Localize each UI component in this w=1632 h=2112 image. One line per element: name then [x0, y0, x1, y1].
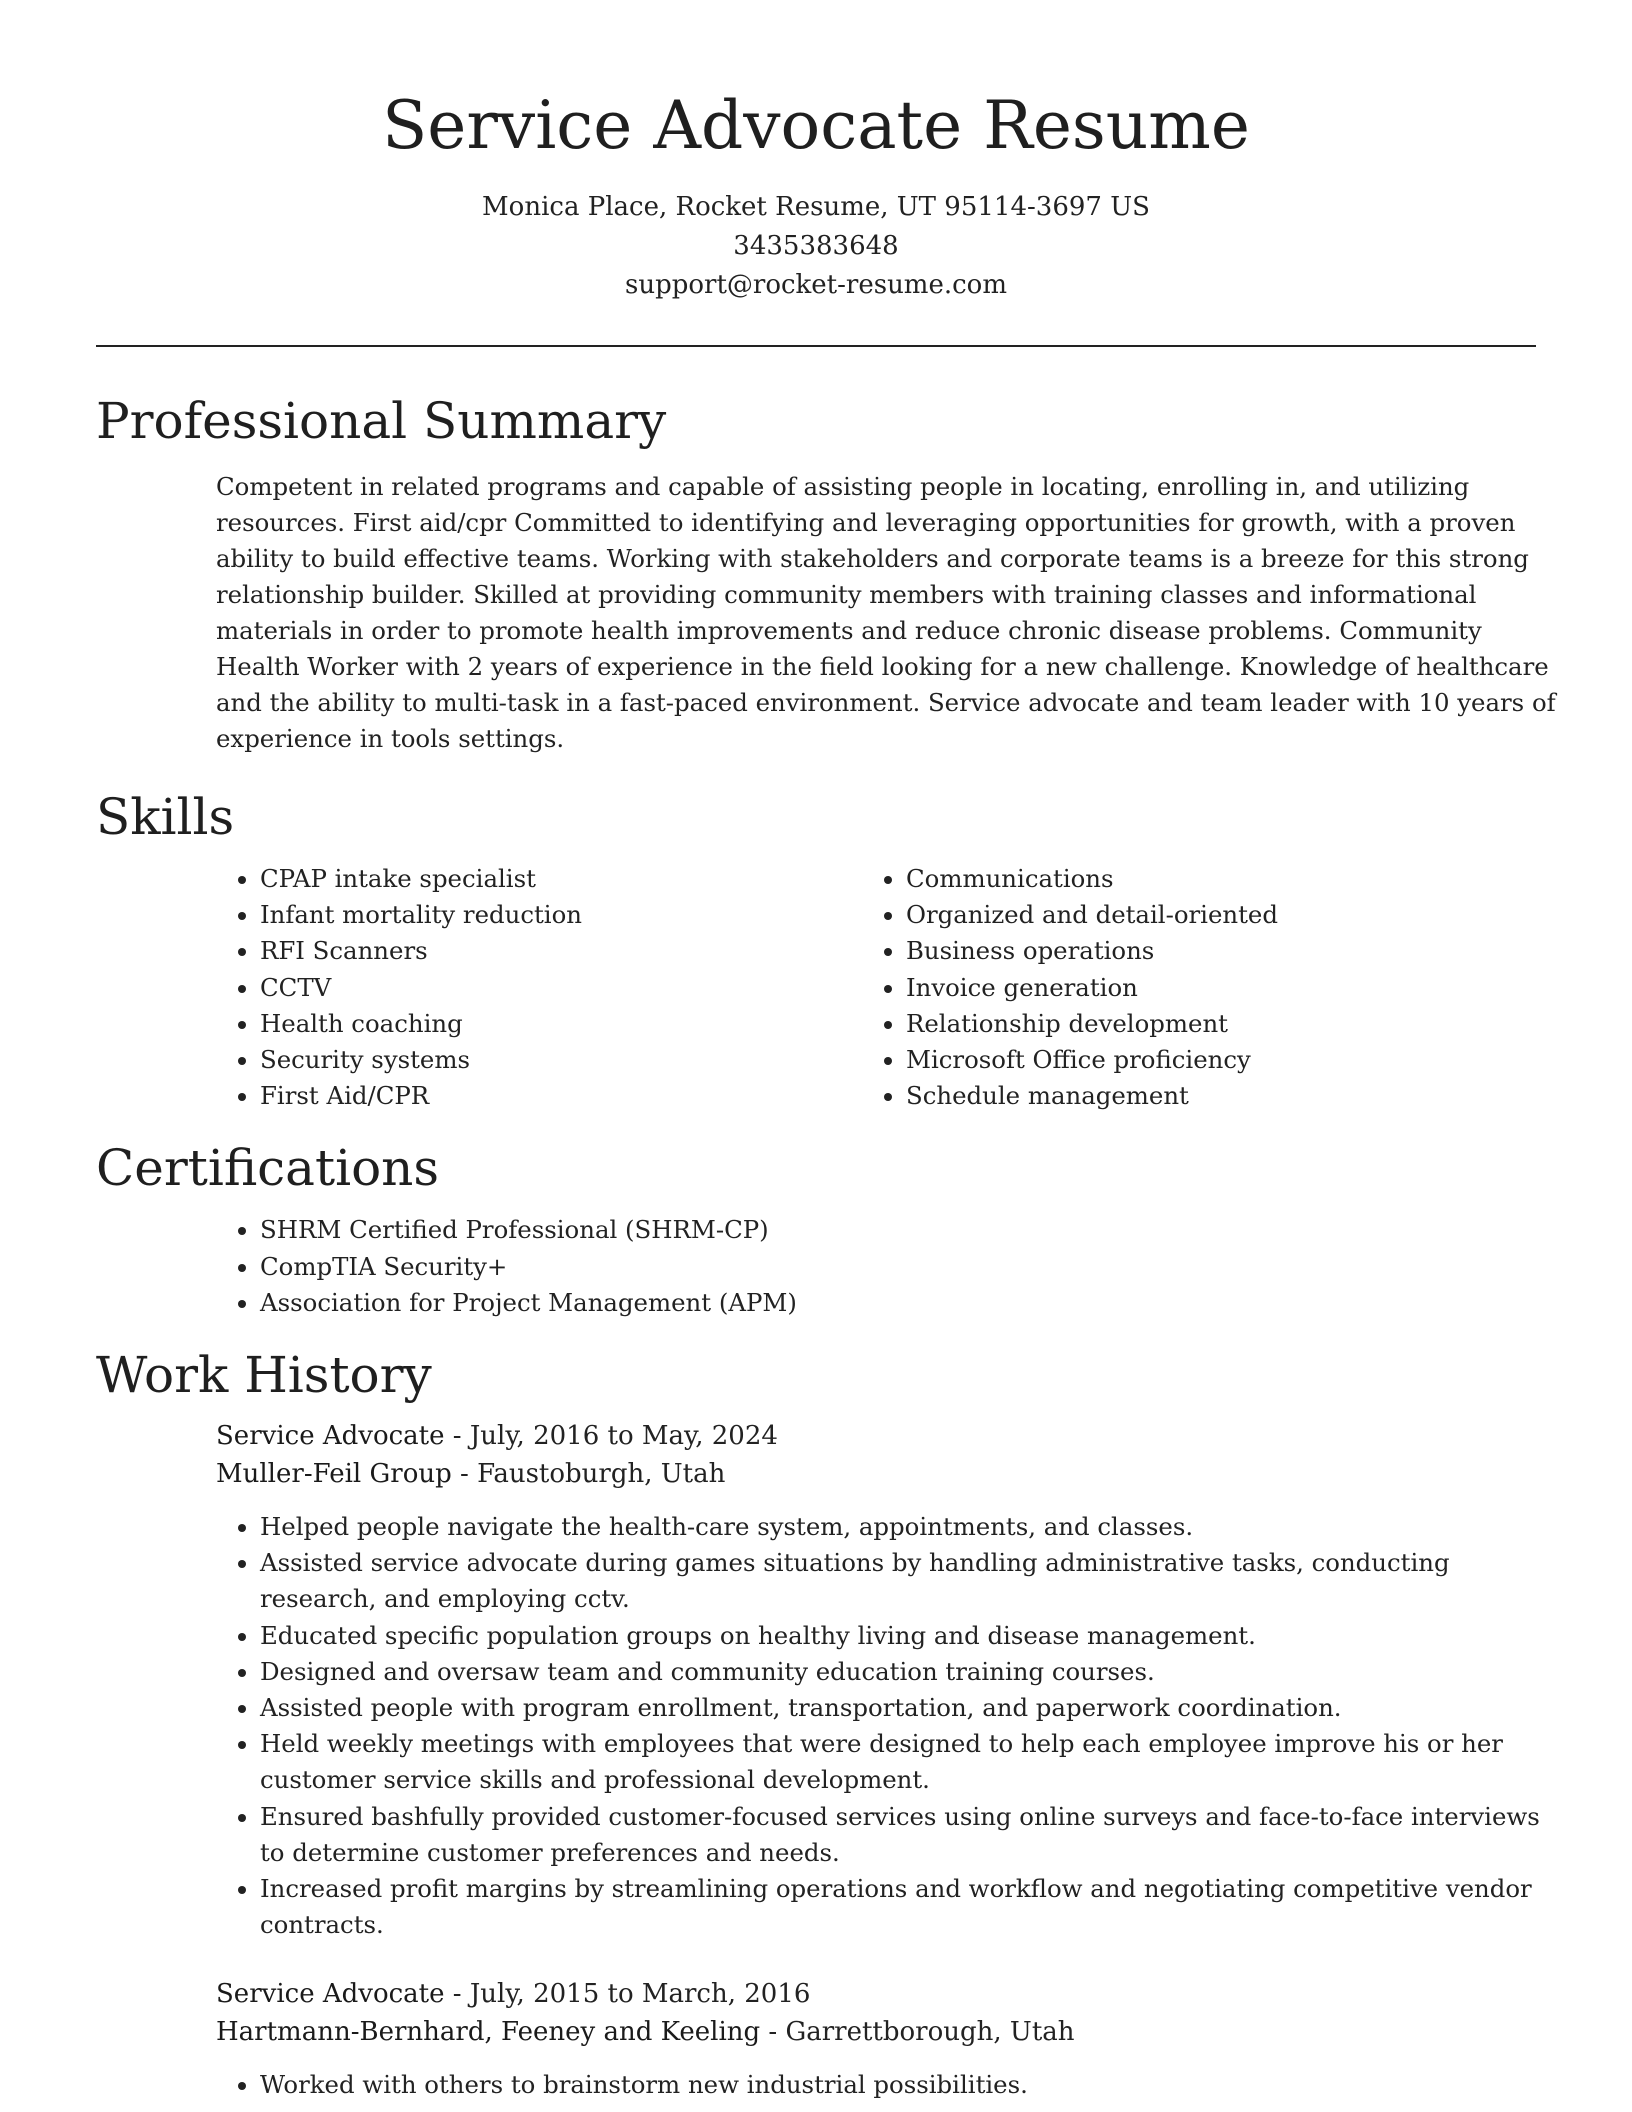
work-history-heading: Work History: [96, 1346, 432, 1405]
summary-text: Competent in related programs and capable of assisting people in locating, enrolling in, and utilizing resources. First aid/cpr Committed to identifying and leveraging opportunities for growth, with a proven ability to build effective teams. Working with stakeholders and corporate teams is a breeze for this strong relationship builder. Skilled at providing community members with training classes and informational materials in order to promote health improvements and reduce chronic disease problems. Community Health Worker with 2 years of experience in the field looking for a new challenge. Knowledge of healthcare and the ability to multi-task in a fast-paced environment. Service advocate and team leader with 10 years of experience in tools settings.: [216, 472, 1556, 753]
job-bullet: • Worked with others to brainstorm new industrial possibilities.: [260, 2067, 1556, 2103]
job-company: Hartmann-Bernhard, Feeney and Keeling: [216, 2017, 761, 2048]
skill-item: • Invoice generation: [906, 970, 1506, 1006]
job-bullet: • Educated specific population groups on healthy living and disease management.: [260, 1618, 1556, 1654]
job-title-line: [216, 1975, 1536, 2013]
skill-item: • CCTV: [260, 970, 900, 1006]
header-divider: [96, 345, 1536, 347]
job-bullet: • Assisted service advocate during games situations by handling administrative tasks, conducting research, and employing cctv.: [260, 1545, 1556, 1617]
skills-list-left: [260, 861, 900, 1114]
skill-item: • Relationship development: [906, 1006, 1506, 1042]
skill-item: • First Aid/CPR: [260, 1078, 900, 1114]
job-location: - Faustoburgh, Utah: [451, 1459, 726, 1490]
job-bullet-list: [260, 2067, 1556, 2103]
job-role: Service Advocate: [216, 1979, 445, 2010]
skill-item: • Security systems: [260, 1042, 900, 1078]
certification-item: • Association for Project Management (APM): [260, 1285, 1536, 1321]
skills-list-right: [906, 861, 1506, 1114]
summary-section: [96, 391, 1556, 757]
skills-section: [96, 787, 1536, 1114]
job-bullet-list: [260, 1509, 1556, 1943]
job-bullet: • Increased profit margins by streamlining operations and workflow and negotiating competitive vendor contracts.: [260, 1871, 1556, 1943]
skill-item: • Organized and detail-oriented: [906, 897, 1506, 933]
summary-heading: Professional Summary: [96, 392, 667, 450]
resume-page: [96, 0, 1556, 2104]
page-title: Service Advocate Resume: [382, 87, 1250, 164]
skill-item: • CPAP intake specialist: [260, 861, 900, 897]
skill-item: • Business operations: [906, 933, 1506, 969]
job-location: - Garrettborough, Utah: [760, 2017, 1075, 2048]
job-bullet: • Held weekly meetings with employees that were designed to help each employee improve his or her customer service skills and professional development.: [260, 1726, 1556, 1798]
job-bullet: • Helped people navigate the health-care system, appointments, and classes.: [260, 1509, 1556, 1545]
skill-item: • Infant mortality reduction: [260, 897, 900, 933]
job-entry: [216, 1975, 1536, 2103]
skills-heading: Skills: [96, 788, 235, 846]
job-dates: - July, 2016 to May, 2024: [444, 1421, 778, 1452]
job-bullet: • Ensured bashfully provided customer-focused services using online surveys and face-to-face interviews to determine customer preferences and needs.: [260, 1799, 1556, 1871]
skill-item: • RFI Scanners: [260, 933, 900, 969]
skill-item: • Schedule management: [906, 1078, 1506, 1114]
job-title-line: [216, 1417, 1536, 1455]
skill-item: • Microsoft Office proficiency: [906, 1042, 1506, 1078]
job-role: Service Advocate: [216, 1421, 445, 1452]
certifications-section: [96, 1138, 1536, 1321]
job-bullet: • Designed and oversaw team and community education training courses.: [260, 1654, 1556, 1690]
skills-columns: [96, 861, 1536, 1114]
contact-info: [96, 188, 1536, 305]
skill-item: • Health coaching: [260, 1006, 900, 1042]
email-text: support@rocket-resume.com: [624, 270, 1007, 300]
skill-item: • Communications: [906, 861, 1506, 897]
certification-item: • CompTIA Security+: [260, 1249, 1536, 1285]
job-entry: [216, 1417, 1540, 1943]
certifications-list: [260, 1212, 1536, 1321]
job-company-line: [216, 1455, 1536, 1493]
certifications-heading: Certifications: [96, 1139, 440, 1198]
job-company-line: [216, 2013, 1536, 2051]
job-bullet: • Assisted people with program enrollment, transportation, and paperwork coordination.: [260, 1690, 1556, 1726]
job-dates: - July, 2015 to March, 2016: [444, 1979, 811, 2010]
work-history-section: [96, 1345, 1540, 2104]
address-text: Monica Place, Rocket Resume, UT 95114-3697 US: [482, 192, 1150, 222]
job-company: Muller-Feil Group: [216, 1459, 452, 1490]
certification-item: • SHRM Certified Professional (SHRM-CP): [260, 1212, 1536, 1248]
phone-text: 3435383648: [733, 231, 899, 261]
